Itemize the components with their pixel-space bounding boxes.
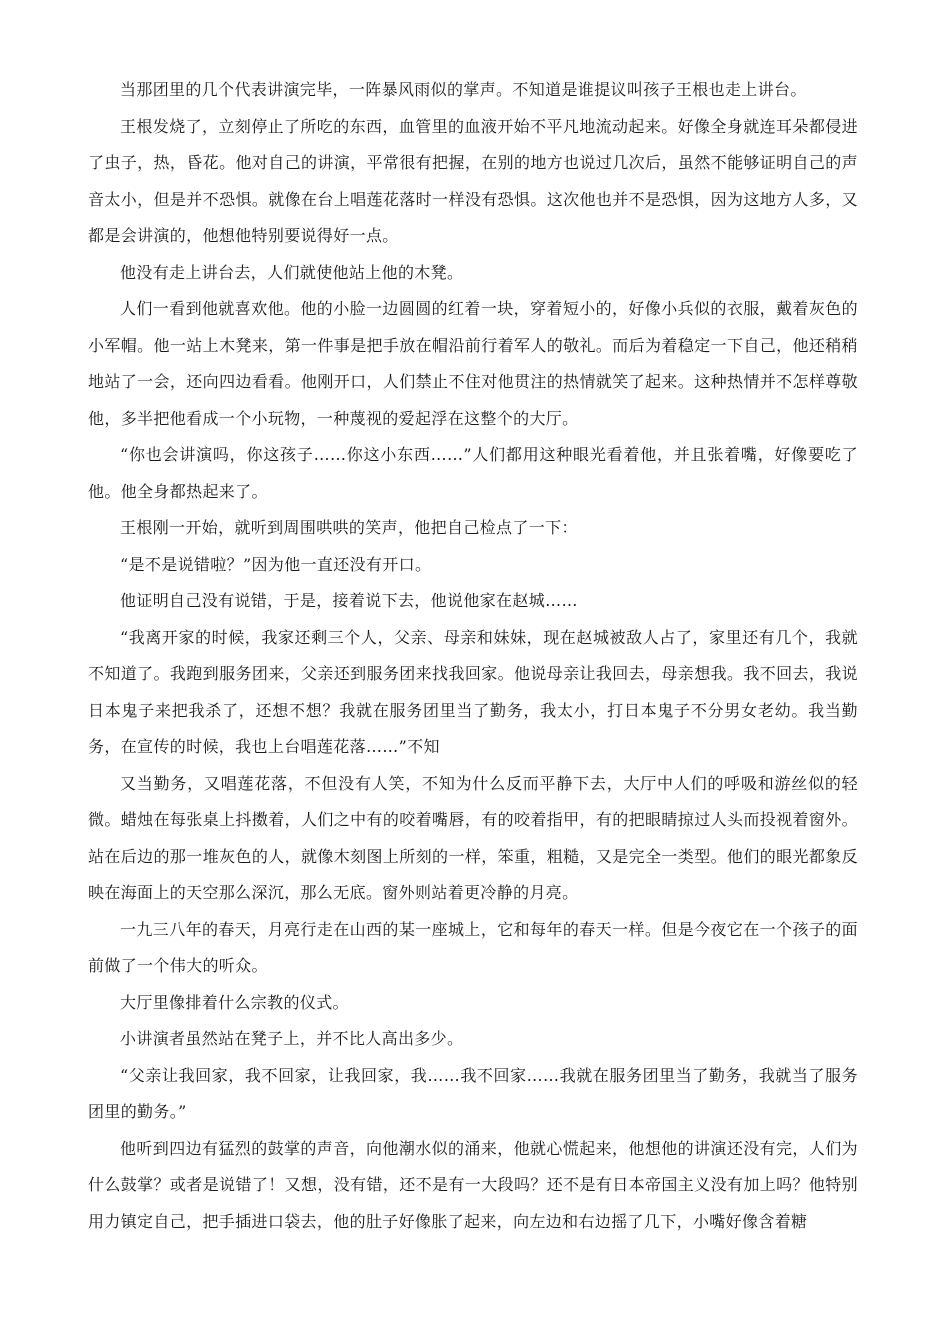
paragraph-10: 又当勤务，又唱莲花落，不但没有人笑，不知为什么反而平静下去，大厅中人们的呼吸和游丝似的轻微。蜡烛在每张桌上抖擞着，人们之中有的咬着嘴唇，有的咬着指甲，有的把眼睛掠过人头而投视着窗外。站在后边的那一堆灰色的人，就像木刻图上所刻的一样，笨重，粗糙，又是完全一类型。他们的眼光都象反映在海面上的天空那么深沉，那么无底。窗外则站着更冷静的月亮。 xyxy=(88,773,858,902)
paragraph-14: “父亲让我回家，我不回家，让我回家，我……我不回家……我就在服务团里当了勤务，我就当了服务团里的勤务。” xyxy=(88,1065,858,1121)
paragraph-1: 当那团里的几个代表讲演完毕，一阵暴风雨似的掌声。不知道是谁提议叫孩子王根也走上讲台。 xyxy=(120,80,807,99)
paragraph-5: “你也会讲演吗，你这孩子……你这小东西……”人们都用这种眼光看着他，并且张着嘴，好像要吃了他。他全身都热起来了。 xyxy=(88,445,858,501)
paragraph-6: 王根刚一开始，就听到周围哄哄的笑声，他把自己检点了一下： xyxy=(120,518,578,537)
paragraph-9: “我离开家的时候，我家还剩三个人，父亲、母亲和妹妹，现在赵城被敌人占了，家里还有几个，我就不知道了。我跑到服务团来，父亲还到服务团来找我回家。他说母亲让我回去，母亲想我。我不回去，我说日本鬼子来把我杀了，还想不想？我就在服务团里当了勤务，我太小，打日本鬼子不分男女老幼。我当勤务，在宣传的时候，我也上台唱莲花落……”不知 xyxy=(88,627,858,756)
paragraph-7: “是不是说错啦？”因为他一直还没有开口。 xyxy=(120,554,432,574)
paragraph-12: 大厅里像排着什么宗教的仪式。 xyxy=(120,992,349,1012)
paragraph-13: 小讲演者虽然站在凳子上，并不比人高出多少。 xyxy=(120,1029,464,1048)
paragraph-15: 他听到四边有猛烈的鼓掌的声音，向他潮水似的涌来，他就心慌起来，他想他的讲演还没有完，人们为什么鼓掌？或者是说错了！又想，没有错，还不是有一大段吗？还不是有日本帝国主义没有加上吗？他特别用力镇定自己，把手插进口袋去，他的肚子好像胀了起来，向左边和右边摇了几下，小嘴好像含着糖 xyxy=(88,1138,858,1231)
paragraph-8: 他证明自己没有说错，于是，接着说下去，他说他家在赵城…… xyxy=(120,591,578,610)
paragraph-3: 他没有走上讲台去，人们就使他站上他的木凳。 xyxy=(120,262,464,282)
paragraph-4: 人们一看到他就喜欢他。他的小脸一边圆圆的红着一块，穿着短小的，好像小兵似的衣服，戴着灰色的小军帽。他一站上木凳来，第一件事是把手放在帽沿前行着军人的敬礼。而后为着稳定一下自己，他还稍稍地站了一会，还向四边看看。他刚开口，人们禁止不住对他贯注的热情就笑了起来。这种热情并不怎样尊敬他，多半把他看成一个小玩物，一种蔑视的爱起浮在这整个的大厅。 xyxy=(88,299,858,428)
paragraph-2: 王根发烧了，立刻停止了所吃的东西，血管里的血液开始不平凡地流动起来。好像全身就连耳朵都侵进了虫子，热，昏花。他对自己的讲演，平常很有把握，在别的地方也说过几次后，虽然不能够证明自己的声音太小，但是并不恐惧。就像在台上唱莲花落时一样没有恐惧。这次他也并不是恐惧，因为这地方人多，又都是会讲演的，他想他特别要说得好一点。 xyxy=(88,116,858,245)
paragraph-11: 一九三八年的春天，月亮行走在山西的某一座城上，它和每年的春天一样。但是今夜它在一个孩子的面前做了一个伟大的听众。 xyxy=(88,919,858,975)
document-page xyxy=(88,72,858,1240)
